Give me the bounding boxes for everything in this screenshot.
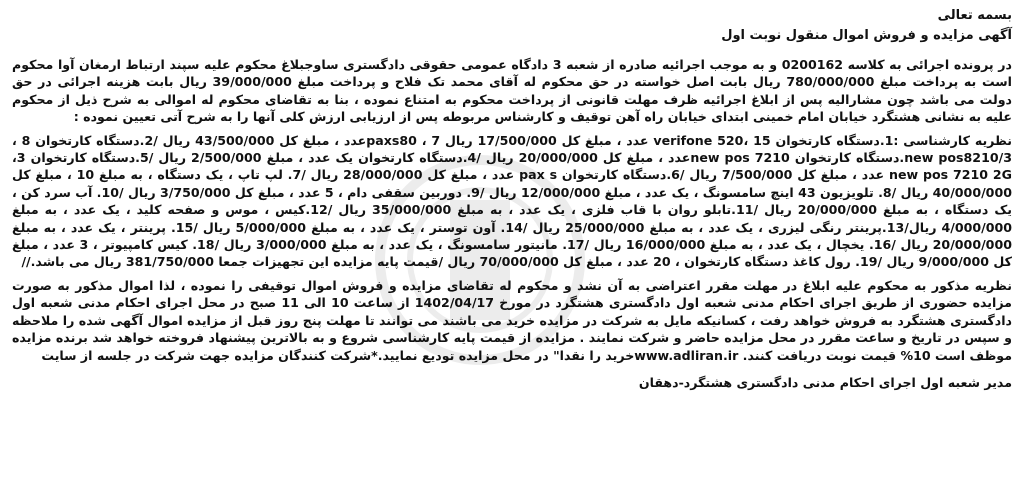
auction-terms-paragraph: نظریه مذکور به محکوم علیه ابلاغ در مهلت مقرر اعتراضی به آن نشد و محکوم له تقاضای مزایده و فروش اموال توقیفی را نموده ، لذا اموال مذکور به صورت مزایده حضوری از طریق اجرای احکام مدنی شعبه اول دادگستری هشتگرد در مورخ 1402/04/17 از ساعت 10 الی 11 صبح در محل اجرای احکام مدنی شعبه اول دادگستری هشتگرد به فروش خواهد رفت ، کسانیکه مایل به شرکت در مزایده خرید می باشند می توانند تا مهلت پنج روز قبل از مزایده اموال آگهی شده را ملاحظه و سپس در تاریخ و ساعت مقرر در محل مزایده حاضر و شرکت نمایند . مزایده از قیمت پایه کارشناسی شروع و به بالاترین پیشنهاد فروخته خواهد شد برنده مزایده موظف است 10% قیمت نوبت دریافت کنند. www.adliran.irخرید را نقدا" در محل مزایده تودیع نمایید.*شرکت کنندگان مزایده جهت شرکت در جلسه از سایت [12,277,1012,363]
case-description-paragraph: در پرونده اجرائی به کلاسه 0200162 و به موجب اجرائیه صادره از شعبه 3 دادگاه عمومی حقوقی دادگستری ساوجبلاغ محکوم علیه سپند ارتباط ارمغان آوا محکوم است به پرداخت مبلغ 780/000/000 ریال بابت اصل خواسته در حق محکوم له آقای محمد تک فلاح و پرداخت مبلغ 39/000/000 ریال بابت هزینه اجرائی در حق دولت می باشد چون مشارالیه پس از ابلاغ اجرائیه ظرف مهلت قانونی از پرداخت محکوم به امتناع نموده ، بنا به تقاضای محکوم له اموالی به شرح ذیل از محکوم علیه به نشانی هشتگرد خیابان امام خمینی ابتدای خیابان راه آهن توقیف و کارشناس مربوطه پس از ارزیابی ارزش کلی آنها را به شرح آتی تعیین نموده : [12,57,1012,125]
expert-valuation-paragraph: نظریه کارشناسی :1.دستگاه کارتخوان verifone 520، 15 عدد ، مبلغ کل 17/500/000 ریال 7 ، paxs80عدد ، مبلغ کل 43/500/000 ریال /2.دستگاه کارتخوان 8 ، new pos8210/3.دستگاه کارتخوان new pos 7210عدد ، مبلغ کل 20/000/000 ریال /4.دستگاه کارتخوان یک عدد ، مبلغ 2/500/000 ریال /5.دستگاه کارتخوان 3، new pos 7210 2G عدد ، مبلغ کل 7/500/000 ریال /6.دستگاه کارتخوان pax s عدد ، مبلغ کل 28/000/000 ریال /7. لپ تاپ ، یک دستگاه ، به مبلغ 10 ، مبلغ کل 40/000/000 ریال /8. تلویزیون 43 اینچ سامسونگ ، یک عدد ، مبلغ 12/000/000 ریال /9. دوربین سقفی دام ، 5 عدد ، مبلغ کل 3/750/000 ریال /10. آب سرد کن ، یک دستگاه ، به مبلغ 20/000/000 ریال /11.تابلو روان با قاب فلزی ، یک عدد ، به مبلغ 35/000/000 ریال /12.کیس ، موس و صفحه کلید ، یک عدد ، به مبلغ 4/000/000 ریال/13.پرینتر رنگی لیزری ، یک عدد ، به مبلغ 25/000/000 ریال /14. آون توستر ، یک عدد ، به مبلغ 5/000/000 ریال /15. پرینتر ، یک عدد ، به مبلغ 20/000/000 ریال /16. یخچال ، یک عدد ، به مبلغ 16/000/000 ریال /17. مانیتور سامسونگ ، یک عدد ، به مبلغ 3/000/000 ریال /18. کیس کامپیوتر ، 3 عدد ، مبلغ کل 9/000/000 ریال /19. رول کاغذ دستگاه کارتخوان ، 20 عدد ، مبلغ کل 70/000/000 ریال /قیمت پایه مزایده این تجهیزات جمعا 381/750/000 ریال می باشد.// [12,132,1013,270]
bismillah-heading: بسمه تعالی [937,8,1012,23]
notice-title: آگهی مزایده و فروش اموال منقول نوبت اول [721,28,1012,43]
signature-line: مدیر شعبه اول اجرای احکام مدنی دادگستری هشتگرد-دهقان [638,374,1012,390]
